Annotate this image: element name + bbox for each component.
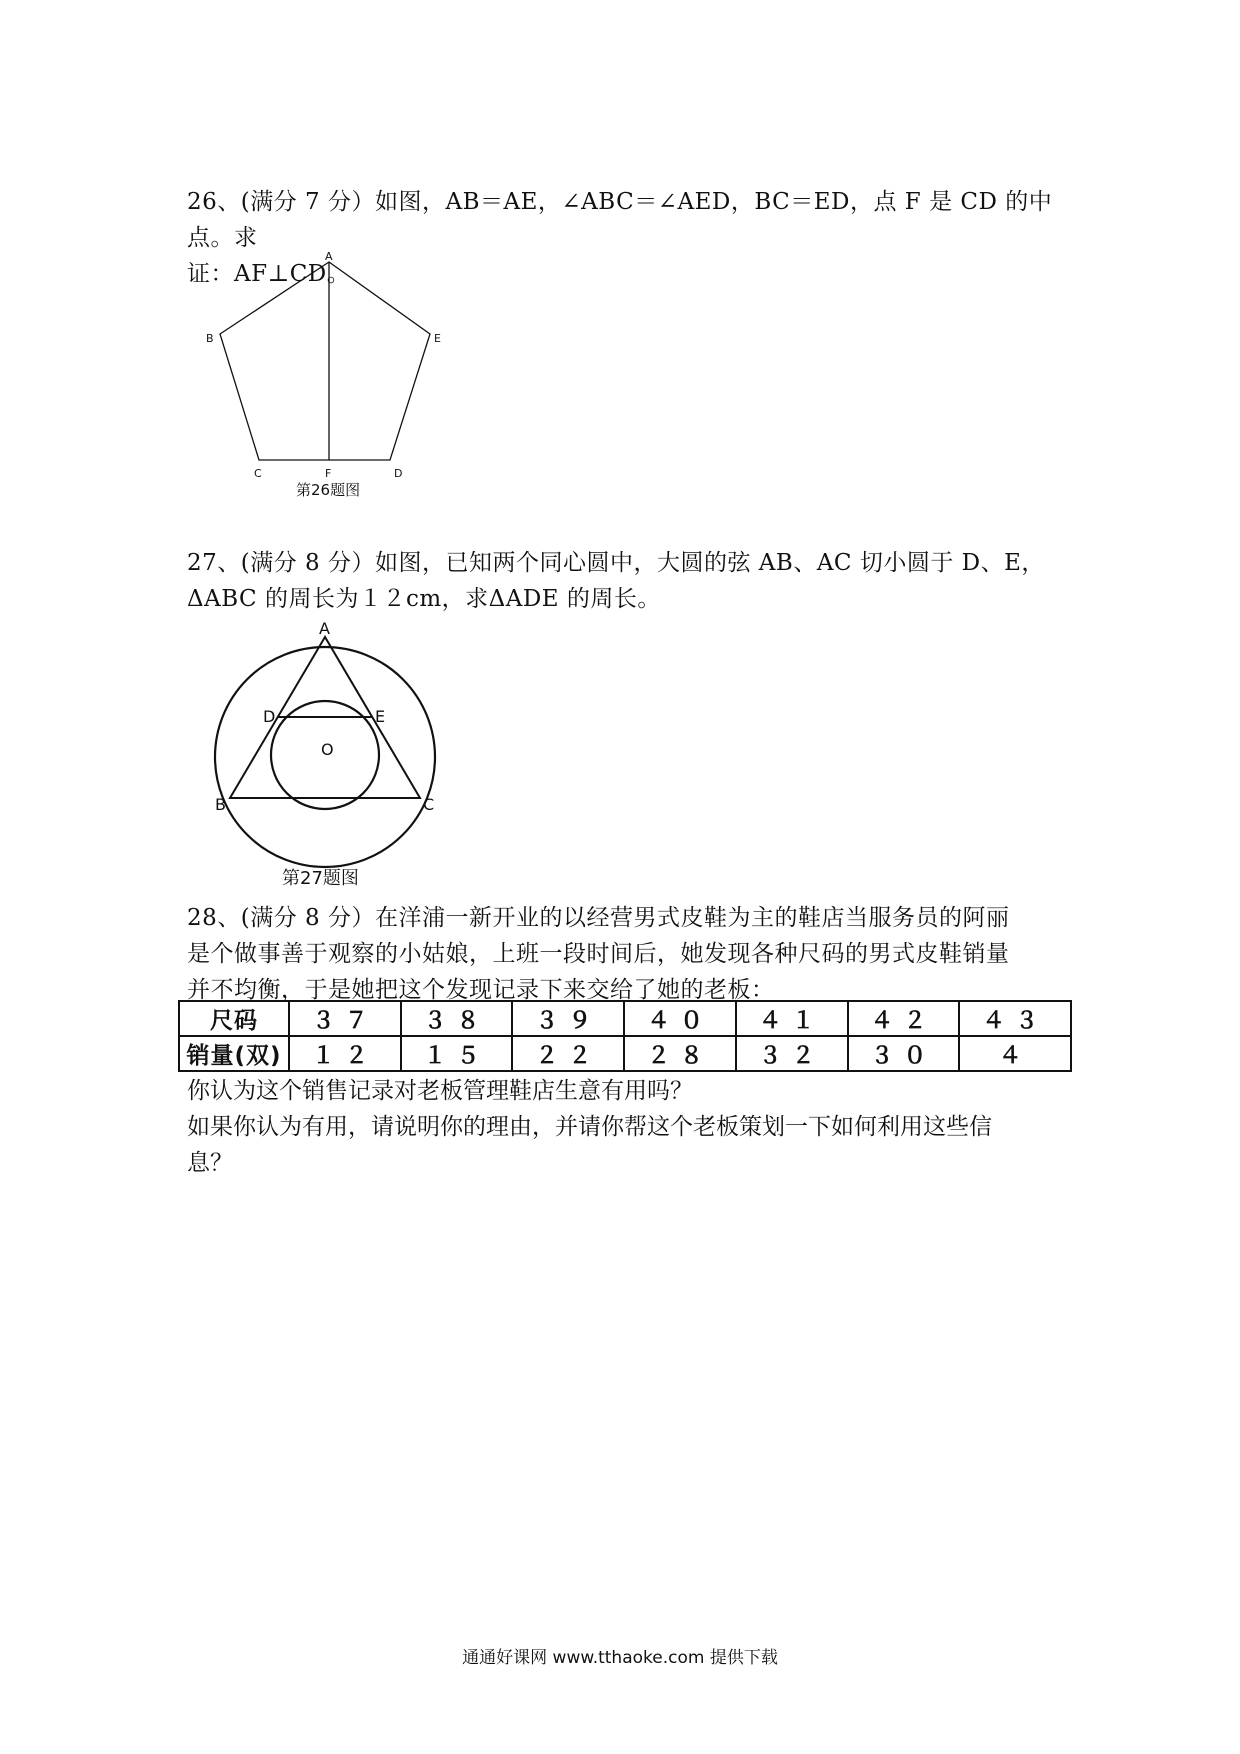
page-footer: 通通好课网 www.tthaoke.com 提供下载 [462, 1648, 778, 1668]
pentagon-diagram [200, 252, 460, 502]
table-row-sizes [179, 1001, 1071, 1036]
sales-cell: ２８ [624, 1036, 736, 1071]
table-row-sales [179, 1036, 1071, 1071]
size-cell: ３９ [512, 1001, 624, 1036]
question-27-line-2: ΔABC 的周长为１２cm，求ΔADE 的周长。 [187, 586, 661, 612]
label-e: E [434, 332, 441, 345]
label-d: D [394, 467, 403, 480]
label-b: B [206, 332, 214, 345]
question-28-prompts [187, 1073, 1067, 1181]
question-26-line-1: 26、(满分 7 分）如图，AB＝AE，∠ABC＝∠AED，BC＝ED，点 F 是 CD 的中点。求 [187, 189, 1053, 251]
label-a: A [319, 619, 330, 638]
size-cell: ３７ [289, 1001, 401, 1036]
figure-27-caption: 第27题图 [282, 868, 359, 887]
label-b: B [215, 795, 226, 814]
table-header-sales: 销量(双) [179, 1036, 289, 1071]
question-28-prompt-2-line-1: 如果你认为有用，请说明你的理由，并请你帮这个老板策划一下如何利用这些信 [187, 1114, 992, 1140]
question-28-prompt-2-line-2: 息？ [187, 1150, 233, 1176]
question-28-text [187, 900, 1067, 1008]
label-o: O [321, 740, 334, 759]
label-a: A [325, 252, 333, 263]
sales-cell: １２ [289, 1036, 401, 1071]
question-28-line-1: 28、(满分 8 分）在洋浦一新开业的以经营男式皮鞋为主的鞋店当服务员的阿丽 [187, 905, 1010, 931]
question-28-prompt-1: 你认为这个销售记录对老板管理鞋店生意有用吗？ [187, 1078, 693, 1104]
sales-cell: ２２ [512, 1036, 624, 1071]
label-e: E [375, 707, 386, 726]
sales-cell: ３２ [736, 1036, 848, 1071]
shoe-sales-table [178, 1000, 1072, 1072]
label-c: C [254, 467, 262, 480]
question-28-line-2: 是个做事善于观察的小姑娘，上班一段时间后，她发现各种尺码的男式皮鞋销量 [187, 941, 1010, 967]
concentric-circles-diagram [205, 612, 455, 887]
size-cell: ４０ [624, 1001, 736, 1036]
sales-cell: １５ [401, 1036, 513, 1071]
question-28-line-3: 并不均衡，于是她把这个发现记录下来交给了她的老板： [187, 977, 775, 1003]
table-header-size: 尺码 [179, 1001, 289, 1036]
figure-26-caption: 第26题图 [296, 481, 361, 499]
figure-26-pentagon [200, 252, 460, 502]
label-c: C [423, 795, 435, 814]
size-cell: ４２ [848, 1001, 960, 1036]
label-d: D [263, 707, 276, 726]
size-cell: ４１ [736, 1001, 848, 1036]
figure-27-concentric-circles [205, 612, 455, 887]
pentagon-outline [220, 262, 430, 460]
question-27-line-1: 27、(满分 8 分）如图，已知两个同心圆中，大圆的弦 AB、AC 切小圆于 D、E， [187, 550, 1045, 576]
size-cell: ３８ [401, 1001, 513, 1036]
sales-cell: ３０ [848, 1036, 960, 1071]
question-27-text [187, 545, 1067, 617]
sales-cell: ４ [959, 1036, 1071, 1071]
size-cell: ４３ [959, 1001, 1071, 1036]
question-26-line-2: 证：AF⊥CD。 [187, 261, 351, 287]
label-f: F [325, 467, 332, 480]
